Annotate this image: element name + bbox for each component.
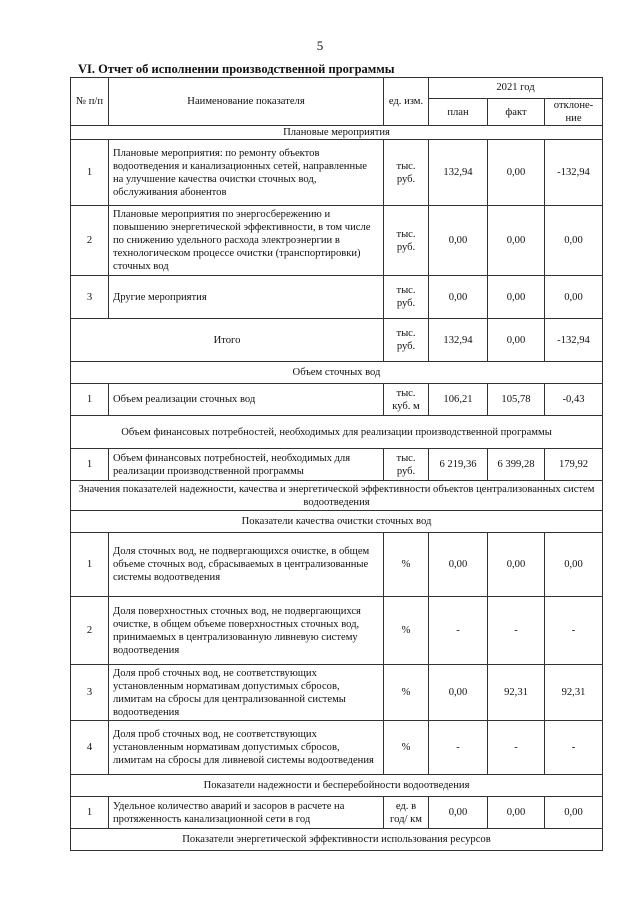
header-fact: факт <box>488 99 545 126</box>
row-unit: % <box>384 597 429 665</box>
row-deviation: 179,92 <box>545 449 603 481</box>
section-energy: Показатели энергетической эффективности использования ресурсов <box>71 829 603 851</box>
header-name: Наименование показателя <box>109 78 384 126</box>
row-plan: 106,21 <box>429 384 488 416</box>
row-deviation: 0,00 <box>545 797 603 829</box>
row-unit: % <box>384 533 429 597</box>
row-num: 1 <box>71 140 109 206</box>
row-name: Плановые мероприятия: по ремонту объектов водоотведения и канализационных сетей, направленные на улучшение качества очистки сточных вод, обслуживания абонентов <box>109 140 384 206</box>
row-deviation: -0,43 <box>545 384 603 416</box>
row-unit: % <box>384 721 429 775</box>
report-table <box>70 77 603 851</box>
row-num: 3 <box>71 276 109 319</box>
header-num: № п/п <box>71 78 109 126</box>
row-num: 2 <box>71 597 109 665</box>
header-plan: план <box>429 99 488 126</box>
row-num: 3 <box>71 665 109 721</box>
row-unit: тыс. руб. <box>384 140 429 206</box>
row-plan: 0,00 <box>429 206 488 276</box>
table-row <box>71 597 603 665</box>
table-row <box>71 276 603 319</box>
row-fact: 92,31 <box>488 665 545 721</box>
total-fact: 0,00 <box>488 319 545 362</box>
page-number: 5 <box>316 38 324 53</box>
row-name: Объем реализации сточных вод <box>109 384 384 416</box>
row-unit: тыс. руб. <box>384 206 429 276</box>
row-name: Доля проб сточных вод, не соответствующих установленным нормативам допустимых сбросов, лимитам на сбросы для ливневой системы водоотведения <box>109 721 384 775</box>
row-unit: тыс. куб. м <box>384 384 429 416</box>
row-fact: - <box>488 721 545 775</box>
row-plan: 0,00 <box>429 533 488 597</box>
section-finance: Объем финансовых потребностей, необходимых для реализации производственной программы <box>71 416 603 449</box>
row-name: Другие мероприятия <box>109 276 384 319</box>
row-fact: 0,00 <box>488 797 545 829</box>
section-volume: Объем сточных вод <box>71 362 603 384</box>
row-name: Доля сточных вод, не подвергающихся очистке, в общем объеме сточных вод, сбрасываемых в централизованные системы водоотведения <box>109 533 384 597</box>
total-deviation: -132,94 <box>545 319 603 362</box>
header-year: 2021 год <box>429 78 603 99</box>
row-name: Объем финансовых потребностей, необходимых для реализации производственной программы <box>109 449 384 481</box>
row-fact: 0,00 <box>488 206 545 276</box>
table-row <box>71 533 603 597</box>
row-fact: 6 399,28 <box>488 449 545 481</box>
section-planned: Плановые мероприятия <box>71 126 603 140</box>
total-row <box>71 319 603 362</box>
row-deviation: -132,94 <box>545 140 603 206</box>
table-row <box>71 797 603 829</box>
row-plan: 0,00 <box>429 797 488 829</box>
row-deviation: - <box>545 597 603 665</box>
row-deviation: 0,00 <box>545 276 603 319</box>
section-title: VI. Отчет об исполнении производственной программы <box>78 62 395 76</box>
section-indicators: Значения показателей надежности, качества и энергетической эффективности объектов централизованных систем водоотведения <box>71 481 603 511</box>
total-plan: 132,94 <box>429 319 488 362</box>
total-unit: тыс. руб. <box>384 319 429 362</box>
row-num: 4 <box>71 721 109 775</box>
table-row <box>71 665 603 721</box>
row-fact: - <box>488 597 545 665</box>
row-name: Доля проб сточных вод, не соответствующих установленным нормативам допустимых сбросов, лимитам на сбросы для централизованной системы водоотведения <box>109 665 384 721</box>
row-plan: - <box>429 597 488 665</box>
row-unit: тыс. руб. <box>384 276 429 319</box>
row-unit: ед. в год/ км <box>384 797 429 829</box>
row-unit: тыс. руб. <box>384 449 429 481</box>
header-deviation: отклоне-ние <box>545 99 603 126</box>
row-fact: 0,00 <box>488 276 545 319</box>
table-row <box>71 140 603 206</box>
section-quality: Показатели качества очистки сточных вод <box>71 511 603 533</box>
table-row <box>71 206 603 276</box>
section-reliability: Показатели надежности и бесперебойности водоотведения <box>71 775 603 797</box>
header-unit: ед. изм. <box>384 78 429 126</box>
table-row <box>71 384 603 416</box>
row-deviation: 0,00 <box>545 533 603 597</box>
table-row <box>71 449 603 481</box>
row-num: 1 <box>71 533 109 597</box>
row-num: 1 <box>71 384 109 416</box>
row-unit: % <box>384 665 429 721</box>
row-name: Доля поверхностных сточных вод, не подвергающихся очистке, в общем объеме поверхностных сточных вод, принимаемых в централизованную ливневую систему водоотведения <box>109 597 384 665</box>
row-deviation: 0,00 <box>545 206 603 276</box>
row-plan: - <box>429 721 488 775</box>
row-plan: 0,00 <box>429 665 488 721</box>
row-plan: 132,94 <box>429 140 488 206</box>
total-label: Итого <box>71 319 384 362</box>
row-deviation: 92,31 <box>545 665 603 721</box>
row-fact: 105,78 <box>488 384 545 416</box>
row-deviation: - <box>545 721 603 775</box>
row-num: 2 <box>71 206 109 276</box>
row-num: 1 <box>71 797 109 829</box>
row-fact: 0,00 <box>488 533 545 597</box>
row-plan: 6 219,36 <box>429 449 488 481</box>
row-plan: 0,00 <box>429 276 488 319</box>
row-name: Плановые мероприятия по энергосбережению и повышению энергетической эффективности, в том числе по снижению удельного расхода электроэнергии в технологическом процессе очистки (транспортировки) сточных вод <box>109 206 384 276</box>
row-num: 1 <box>71 449 109 481</box>
row-name: Удельное количество аварий и засоров в расчете на протяженность канализационной сети в год <box>109 797 384 829</box>
row-fact: 0,00 <box>488 140 545 206</box>
table-row <box>71 721 603 775</box>
